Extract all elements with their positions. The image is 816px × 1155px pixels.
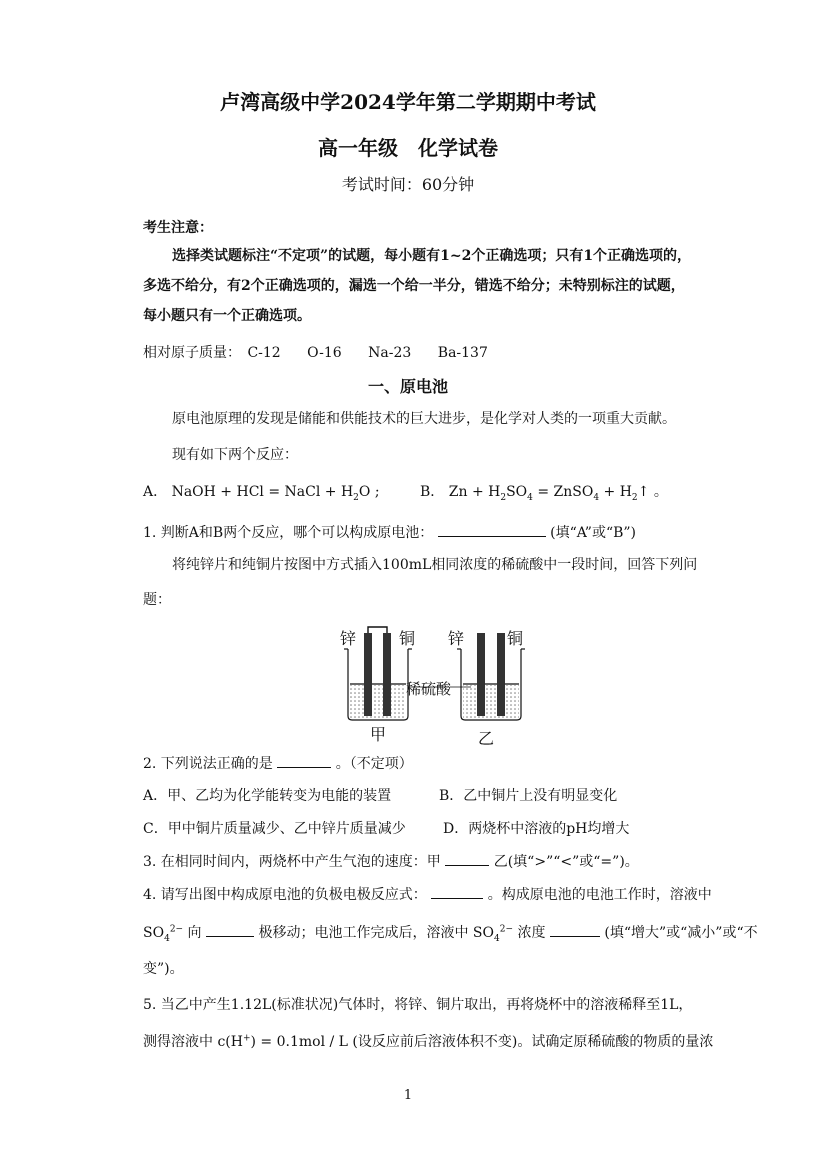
reaction-b-label: B． bbox=[420, 484, 445, 500]
label-zinc-jia: 锌 bbox=[340, 629, 357, 648]
reactions-intro: 现有如下两个反应： bbox=[172, 447, 298, 463]
question-4-line-3: 变”)。 bbox=[143, 961, 184, 977]
question-2 bbox=[143, 753, 413, 774]
notice-line-1: 选择类试题标注“不定项”的试题，每小题有1~2个正确选项；只有1个正确选项的， bbox=[172, 248, 692, 264]
reaction-a-equation: NaOH + HCl = NaCl + $H_2O$ ; bbox=[171, 484, 380, 503]
q1-tail: (填“A”或“B”) bbox=[550, 525, 637, 541]
q3-tail: 乙(填“>”“<”或“=”)。 bbox=[493, 854, 639, 870]
atomic-mass-label: 相对原子质量： bbox=[143, 345, 241, 361]
question-4-line-1 bbox=[143, 884, 712, 905]
notice-line-2: 多选不给分，有2个正确选项的，漏选一个给一半分，错选不给分；未特别标注的试题， bbox=[143, 278, 685, 294]
question-5-line-1: 5. 当乙中产生1.12L(标准状况)气体时，将锌、铜片取出，再将烧杯中的溶液稀释至1L， bbox=[143, 997, 693, 1013]
section-title: 一、原电池 bbox=[367, 377, 448, 396]
copper-electrode-jia bbox=[383, 633, 391, 716]
q3-answer-blank[interactable] bbox=[445, 851, 489, 866]
exam-title: 卢湾高级中学2024学年第二学期期中考试 bbox=[220, 90, 596, 114]
sulfate-ion-2: $SO_4^{2-}$ bbox=[472, 924, 513, 944]
q2-answer-blank[interactable] bbox=[277, 753, 331, 768]
label-yi: 乙 bbox=[478, 729, 495, 746]
q2-tail: 。（不定项） bbox=[335, 756, 413, 772]
q2-option-d: D．两烧杯中溶液的pH均增大 bbox=[443, 821, 630, 837]
q4-answer-blank-1[interactable] bbox=[431, 884, 483, 899]
q4-text: 4. 请写出图中构成原电池的负极电极反应式： bbox=[143, 887, 427, 903]
atomic-mass-line bbox=[143, 343, 488, 363]
sulfate-ion-1: $SO_4^{2-}$ bbox=[143, 924, 184, 944]
reaction-b-equation: $Zn + H_2SO_4$ = ZnSO$_4$ + $H_2↑$ 。 bbox=[448, 484, 668, 503]
question-1 bbox=[143, 522, 636, 543]
q4-answer-blank-2[interactable] bbox=[206, 922, 254, 937]
exam-time: 考试时间：60分钟 bbox=[341, 175, 475, 194]
exam-subtitle: 高一年级 化学试卷 bbox=[318, 136, 498, 160]
q4-line2-tail: (填“增大”或“减小”或“不 bbox=[604, 925, 758, 941]
question-4-line-2 bbox=[143, 922, 758, 943]
q5-line2-tail: (设反应前后溶液体积不变)。试确定原稀硫酸的物质的量浓 bbox=[352, 1034, 714, 1050]
question-3 bbox=[143, 851, 639, 872]
q4-line1-tail: 。构成原电池的电池工作时，溶液中 bbox=[487, 887, 712, 903]
label-jia: 甲 bbox=[370, 725, 387, 744]
setup-line-2: 题： bbox=[143, 592, 171, 608]
q2-option-c: C．甲中铜片质量减少、乙中锌片质量减少 bbox=[143, 821, 406, 837]
q3-text: 3. 在相同时间内，两烧杯中产生气泡的速度：甲 bbox=[143, 854, 441, 870]
label-copper-yi: 铜 bbox=[507, 629, 524, 648]
label-dilute-sulfuric-acid: 稀硫酸 bbox=[406, 680, 452, 698]
galvanic-cell-diagram bbox=[326, 624, 536, 746]
label-zinc-yi: 锌 bbox=[448, 629, 465, 648]
atomic-mass-ba: Ba-137 bbox=[437, 345, 488, 361]
notice-line-3: 每小题只有一个正确选项。 bbox=[143, 308, 311, 324]
reaction-a-label: A． bbox=[143, 484, 168, 500]
notice-heading: 考生注意： bbox=[143, 220, 213, 236]
h-ion-concentration: c(H+) = 0.1mol / L bbox=[217, 1033, 348, 1050]
section-intro: 原电池原理的发现是储能和供能技术的巨大进步，是化学对人类的一项重大贡献。 bbox=[172, 411, 676, 427]
page-number: 1 bbox=[403, 1088, 413, 1103]
q5-line2-text: 测得溶液中 bbox=[143, 1034, 213, 1050]
copper-electrode-yi bbox=[497, 633, 505, 716]
q2-option-b: B．乙中铜片上没有明显变化 bbox=[439, 788, 618, 804]
q4-line2-text-2: 极移动；电池工作完成后，溶液中 bbox=[258, 925, 469, 941]
q1-answer-blank[interactable] bbox=[438, 522, 546, 537]
zinc-electrode-jia bbox=[364, 633, 372, 716]
connecting-wire bbox=[368, 627, 387, 634]
reactions-line bbox=[143, 482, 668, 502]
atomic-mass-na: Na-23 bbox=[368, 345, 412, 361]
label-copper-jia: 铜 bbox=[399, 629, 416, 648]
q2-text: 2. 下列说法正确的是 bbox=[143, 756, 273, 772]
q2-option-a: A．甲、乙均为化学能转变为电能的装置 bbox=[143, 788, 392, 804]
question-5-line-2 bbox=[143, 1032, 713, 1052]
atomic-mass-o: O-16 bbox=[307, 345, 342, 361]
atomic-mass-c: C-12 bbox=[247, 345, 281, 361]
q1-text: 1. 判断A和B两个反应，哪个可以构成原电池： bbox=[143, 525, 434, 541]
zinc-electrode-yi bbox=[477, 633, 485, 716]
setup-line-1: 将纯锌片和纯铜片按图中方式插入100mL相同浓度的稀硫酸中一段时间，回答下列问 bbox=[172, 557, 698, 573]
q4-line2-text-3: 浓度 bbox=[517, 925, 546, 941]
q4-answer-blank-3[interactable] bbox=[550, 922, 600, 937]
q4-line2-text-1: 向 bbox=[187, 925, 202, 941]
